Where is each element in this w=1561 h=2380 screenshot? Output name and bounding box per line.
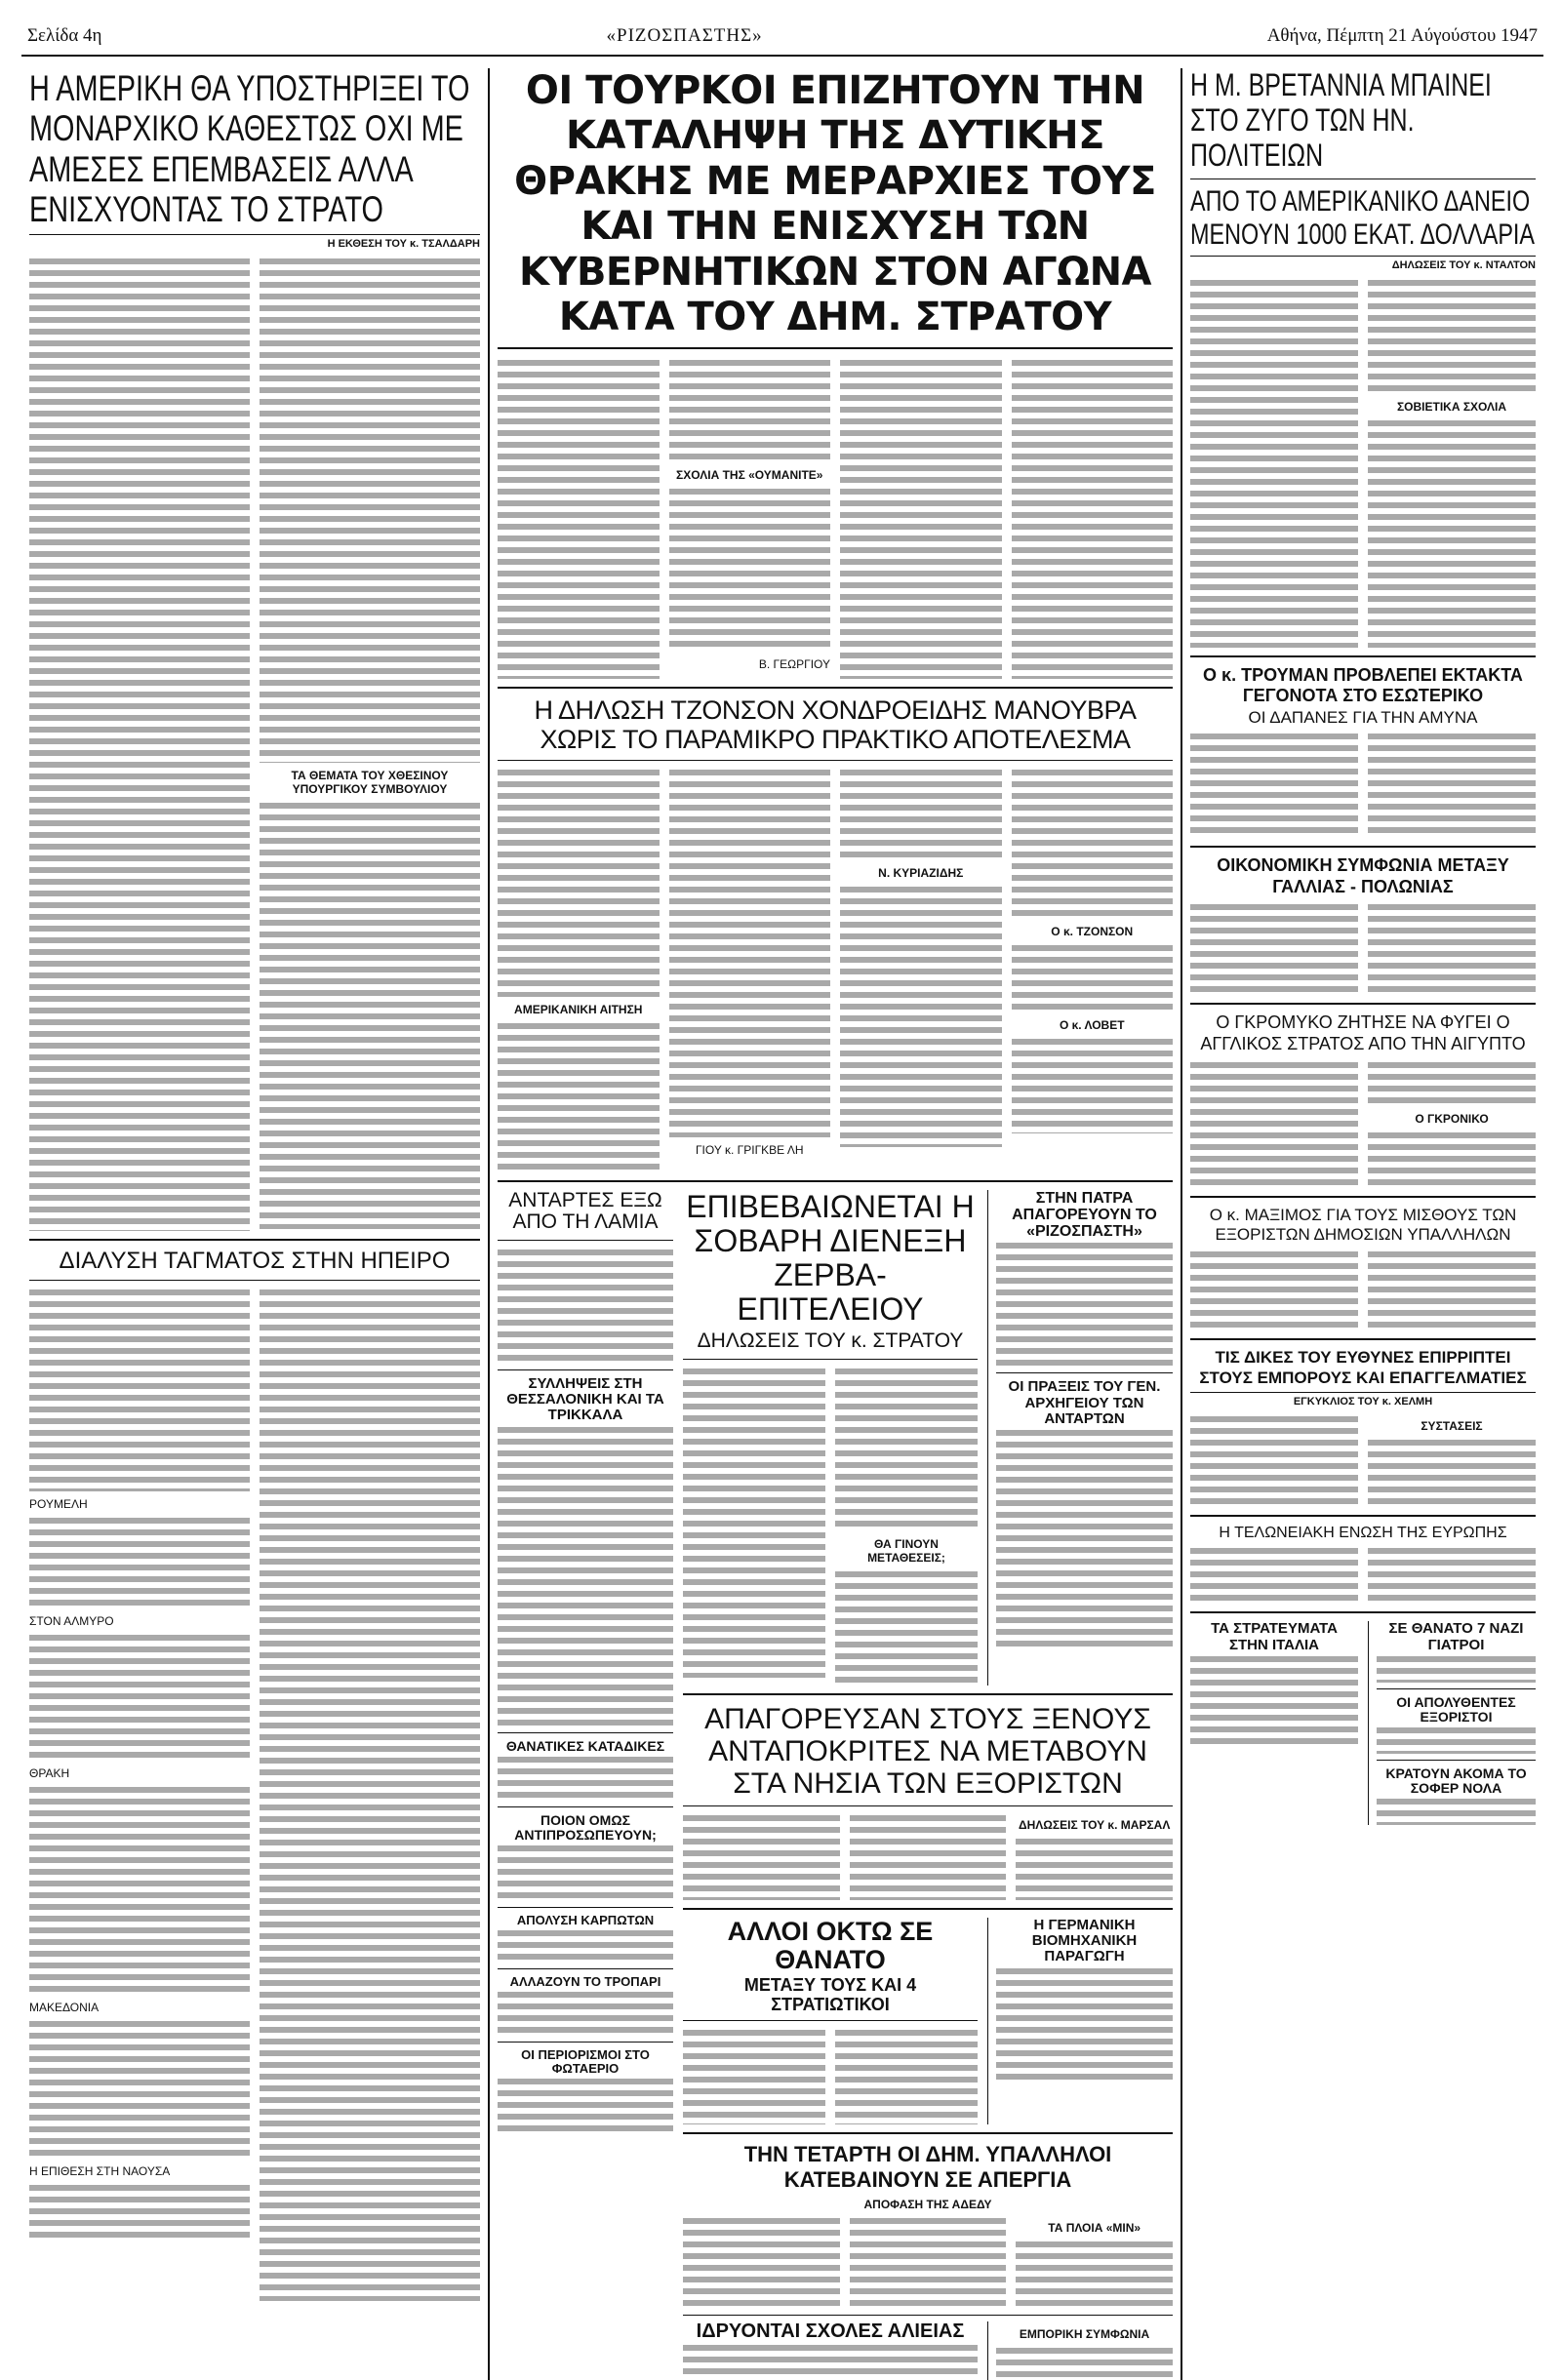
body-text [996, 2345, 1173, 2380]
article-jones-title: Η ΔΗΛΩΣΗ ΤΖΟΝΣΟΝ ΧΟΝΔΡΟΕΙΔΗΣ ΜΑΝΟΥΒΡΑ ΧΩΡΙΣ ΤΟ ΠΑΡΑΜΙΚΡΟ ΠΡΑΚΤΙΚΟ ΑΠΟΤΕΛΕΣΜΑ [534, 695, 1137, 754]
article-who-title: ΠΟΙΟΝ ΟΜΩΣ ΑΝΤΙΠΡΟΣΩΠΕΥΟΥΝ; [514, 1811, 657, 1843]
section-makedonia: ΜΑΚΕΔΟΝΙΑ [29, 2000, 100, 2014]
body-text [1012, 1036, 1174, 1133]
body-text [29, 2182, 250, 2241]
article-jones-subhead-lovett: Ο κ. ΛΟΒΕΤ [1059, 1017, 1125, 1032]
body-text [29, 1784, 250, 1995]
divider [498, 1907, 673, 1908]
article-zervas-subtitle: ΔΗΛΩΣΕΙΣ ΤΟΥ κ. ΣΤΡΑΤΟΥ [697, 1329, 964, 1353]
article-maximos-title: Ο κ. ΜΑΞΙΜΟΣ ΓΙΑ ΤΟΥΣ ΜΙΣΘΟΥΣ ΤΩΝ ΕΞΟΡΙΣΤΩΝ ΔΗΜΟΣΙΩΝ ΥΠΑΛΛΗΛΩΝ [1209, 1205, 1517, 1244]
divider [1190, 1196, 1536, 1198]
body-text [1368, 1249, 1536, 1330]
article-strike-body [683, 2215, 1173, 2309]
body-text [669, 357, 831, 462]
center-lower-main [683, 1190, 1173, 2380]
divider [1190, 1611, 1536, 1613]
page-label: Σελίδα 4η [27, 25, 102, 46]
body-text [1377, 1796, 1536, 1825]
divider [1190, 846, 1536, 848]
lead-article-title: ΟΙ ΤΟΥΡΚΟΙ ΕΠΙΖΗΤΟΥΝ ΤΗΝ ΚΑΤΑΛΗΨΗ ΤΗΣ ΔΥΤΙΚΗΣ ΘΡΑΚΗΣ ΜΕ ΜΕΡΑΡΧΙΕΣ ΤΟΥΣ ΚΑΙ ΤΗΝ ΕΝΙΣΧΥΣΗ ΤΩΝ ΚΥΒΕΡΝΗΤΙΚΩΝ ΣΤΟΝ ΑΓΩΝΑ ΚΑΤΑ ΤΟΥ ΔΗΜ. ΣΤΡΑΤΟΥ [514, 68, 1156, 339]
divider [29, 1239, 480, 1241]
lead-article-signature: Β. ΓΕΩΡΓΙΟΥ [758, 657, 830, 672]
body-text [1190, 731, 1358, 838]
article-nazi-doctors-title: ΣΕ ΘΑΝΑΤΟ 7 ΝΑΖΙ ΓΙΑΤΡΟΙ [1388, 1620, 1524, 1653]
text-column [840, 767, 1002, 1172]
text-column [498, 767, 660, 1172]
article-arrests-title: ΣΥΛΛΗΨΕΙΣ ΣΤΗ ΘΕΣΣΑΛΟΝΙΚΗ ΚΑΙ ΤΑ ΤΡΙΚΚΑΛΑ [506, 1375, 664, 1424]
divider [1190, 1003, 1536, 1005]
divider [1377, 1688, 1536, 1689]
section-rumeli: ΡΟΥΜΕΛΗ [29, 1496, 88, 1511]
text-column [1368, 1621, 1536, 1825]
divider [1190, 1515, 1536, 1517]
body-text [29, 1515, 250, 1608]
body-text [1368, 901, 1536, 995]
lead-article-subhead: ΣΧΟΛΙΑ ΤΗΣ «ΟΥΜΑΝΙΤΕ» [676, 468, 823, 483]
right-bottom-grid [1190, 1621, 1536, 1825]
body-text [1190, 1653, 1358, 1747]
text-column [260, 256, 480, 1231]
side-column [987, 1190, 1173, 1686]
left-column [21, 68, 488, 2380]
body-text [260, 256, 480, 763]
body-text [1190, 1059, 1358, 1186]
text-column [1190, 1621, 1358, 1825]
divider [498, 1240, 673, 1241]
body-text [1190, 1413, 1358, 1507]
text-column [29, 256, 250, 1231]
body-text [835, 2027, 978, 2124]
article-america-body [29, 256, 480, 1231]
body-text [1016, 1836, 1173, 1900]
article-customs-body [1190, 1545, 1536, 1604]
article-britain-subhead: ΣΟΒΙΕΤΙΚΑ ΣΧΟΛΙΑ [1396, 399, 1507, 414]
article-gas-title: ΟΙ ΠΕΡΙΟΡΙΣΜΟΙ ΣΤΟ ΦΩΤΑΕΡΙΟ [521, 2046, 650, 2076]
divider [1190, 655, 1536, 657]
article-truman-body [1190, 731, 1536, 838]
divider [683, 2132, 1173, 2134]
body-text [1012, 942, 1174, 1012]
body-text [29, 256, 250, 1231]
article-truman-subtitle: ΟΙ ΔΑΠΑΝΕΣ ΓΙΑ ΤΗΝ ΑΜΥΝΑ [1248, 707, 1478, 727]
article-truman-title: Ο κ. ΤΡΟΥΜΑΝ ΠΡΟΒΛΕΠΕΙ ΕΚΤΑΚΤΑ ΓΕΓΟΝΟΤΑ ΣΤΟ ΕΣΩΤΕΡΙΚΟ [1203, 664, 1523, 706]
article-epirus-body [29, 1287, 480, 2301]
article-italy-troops-title: ΤΑ ΣΤΡΑΤΕΥΜΑΤΑ ΣΤΗΝ ΙΤΑΛΙΑ [1211, 1620, 1338, 1653]
schools-row [683, 2321, 1173, 2380]
body-text [260, 800, 480, 1229]
text-column [1368, 277, 1536, 648]
center-column [488, 68, 1181, 2380]
text-column [498, 1190, 673, 2380]
article-epirus-title: ΔΙΑΛΥΣΗ ΤΑΓΜΑΤΟΣ ΣΤΗΝ ΗΠΕΙΡΟ [59, 1247, 451, 1274]
text-column [669, 357, 831, 679]
divider [683, 1359, 978, 1360]
divider [996, 1372, 1173, 1373]
divider [498, 347, 1173, 349]
body-text [850, 2215, 1007, 2309]
article-strike-title: ΤΗΝ ΤΕΤΑΡΤΗ ΟΙ ΔΗΜ. ΥΠΑΛΛΗΛΟΙ ΚΑΤΕΒΑΙΝΟΥΝ ΣΕ ΑΠΕΡΓΙΑ [743, 2142, 1112, 2192]
article-schools-title: ΙΔΡΥΟΝΤΑΙ ΣΧΟΛΕΣ ΑΛΙΕΙΑΣ [696, 2320, 965, 2342]
article-min-ships-title: ΤΑ ΠΛΟΙΑ «ΜΙΝ» [1048, 2220, 1141, 2235]
body-text [1368, 1130, 1536, 1188]
divider [498, 2042, 673, 2043]
article-praxeis-title: ΟΙ ΠΡΑΞΕΙΣ ΤΟΥ ΓΕΝ. ΑΡΧΗΓΕΙΟΥ ΤΩΝ ΑΝΤΑΡΤΩΝ [1008, 1378, 1161, 1427]
divider [498, 1369, 673, 1370]
article-helmis-subhead: ΣΥΣΤΑΣΕΙΣ [1421, 1419, 1483, 1434]
article-gromyko-body [1190, 1059, 1536, 1188]
section-almyros: ΣΤΟΝ ΑΛΜΥΡΟ [29, 1613, 114, 1628]
page-columns [21, 67, 1543, 2342]
divider [683, 1805, 1173, 1806]
article-tropar-title: ΑΛΛΑΖΟΥΝ ΤΟ ΤΡΟΠΑΡΙ [509, 1973, 661, 1989]
body-text [1368, 277, 1536, 394]
article-america-subhead: ΤΑ ΘΕΜΑΤΑ ΤΟΥ ΧΘΕΣΙΝΟΥ ΥΠΟΥΡΓΙΚΟΥ ΣΥΜΒΟΥΛΙΟΥ [291, 768, 449, 796]
article-britain-title: Η Μ. ΒΡΕΤΑΝΝΙΑ ΜΠΑΙΝΕΙ ΣΤΟ ΖΥΓΟ ΤΩΝ ΗΝ. ΠΟΛΙΤΕΙΩΝ [1190, 67, 1492, 173]
body-text [683, 2342, 978, 2377]
article-helmis-body [1190, 1413, 1536, 1507]
article-zervas-body [683, 1366, 978, 1686]
text-column [1016, 1812, 1173, 1900]
article-jones-signature: ΓΙΟΥ κ. ΓΡΙΓΚΒΕ ΛΗ [695, 1142, 804, 1157]
body-text [498, 1927, 673, 1963]
body-text [498, 767, 660, 997]
article-lamia-title: ΑΝΤΑΡΤΕΣ ΕΞΩ ΑΠΟ ΤΗ ΛΑΜΙΑ [508, 1188, 662, 1234]
divider [498, 687, 1173, 689]
divider [1190, 178, 1536, 179]
body-text [498, 1020, 660, 1172]
divider [498, 760, 1173, 761]
article-maximos-body [1190, 1249, 1536, 1330]
article-france-poland-body [1190, 901, 1536, 995]
right-column [1181, 68, 1543, 2380]
article-foreign-title: ΑΠΑΓΟΡΕΥΣΑΝ ΣΤΟΥΣ ΞΕΝΟΥΣ ΑΝΤΑΠΟΚΡΙΤΕΣ ΝΑ ΜΕΤΑΒΟΥΝ ΣΤΑ ΝΗΣΙΑ ΤΩΝ ΕΞΟΡΙΣΤΩΝ [704, 1703, 1151, 1801]
masthead [21, 25, 1543, 57]
body-text [683, 2215, 840, 2309]
article-britain-body [1190, 277, 1536, 648]
article-america-monarchy-title: Η ΑΜΕΡΙΚΗ ΘΑ ΥΠΟΣΤΗΡΙΞΕΙ ΤΟ ΜΟΝΑΡΧΙΚΟ ΚΑΘΕΣΤΩΣ ΟΧΙ ΜΕ ΑΜΕΣΕΣ ΕΠΕΜΒΑΣΕΙΣ ΑΛΛΑ ΕΝΙΣΧΥΟΝΤΑΣ ΤΟ ΣΤΡΑΤΟ [29, 68, 470, 230]
article-zervas [683, 1190, 978, 1686]
body-text [1190, 277, 1358, 648]
body-text [850, 1812, 1007, 1900]
article-nola-title: ΚΡΑΤΟΥΝ ΑΚΟΜΑ ΤΟ ΣΟΦΕΡ ΝΟΛΑ [1385, 1765, 1527, 1797]
body-text [1368, 1059, 1536, 1106]
article-zervas-kicker: ΘΑ ΓΙΝΟΥΝ ΜΕΤΑΘΕΣΕΙΣ; [867, 1537, 945, 1566]
side-column [987, 2321, 1173, 2380]
article-death-sentences-title: ΘΑΝΑΤΙΚΕΣ ΚΑΤΑΔΙΚΕΣ [505, 1737, 665, 1754]
text-column [835, 1366, 978, 1686]
body-text [29, 2018, 250, 2159]
body-text [1012, 357, 1174, 679]
article-helmis-byline: ΕΓΚΥΚΛΙΟΣ ΤΟΥ κ. ΧΕΛΜΗ [1190, 1392, 1536, 1408]
body-text [840, 357, 1002, 679]
article-schools [683, 2321, 978, 2380]
article-jones-body [498, 767, 1173, 1172]
text-column [29, 1287, 250, 2301]
body-text [498, 357, 660, 679]
divider [683, 2315, 1173, 2316]
text-column [1016, 2215, 1173, 2309]
side-column [987, 1918, 1173, 2124]
body-text [835, 1366, 978, 1531]
article-britain-byline: ΔΗΛΩΣΕΙΣ ΤΟΥ κ. ΝΤΑΛΤΟΝ [1190, 256, 1536, 271]
body-text [683, 2027, 825, 2124]
article-marshall-title: ΔΗΛΩΣΕΙΣ ΤΟΥ κ. ΜΑΡΣΑΛ [1018, 1818, 1171, 1833]
article-gromyko-title: Ο ΓΚΡΟΜΥΚΟ ΖΗΤΗΣΕ ΝΑ ΦΥΓΕΙ Ο ΑΓΓΛΙΚΟΣ ΣΤΡΑΤΟΣ ΑΠΟ ΤΗΝ ΑΙΓΥΠΤΟ [1200, 1012, 1526, 1053]
body-text [683, 1366, 825, 1678]
text-column [260, 1287, 480, 2301]
body-text [996, 1427, 1173, 1651]
body-text [840, 767, 1002, 860]
divider [498, 1180, 1173, 1182]
article-helmis-title: ΤΙΣ ΔΙΚΕΣ ΤΟΥ ΕΥΘΥΝΕΣ ΕΠΙΡΡΙΠΤΕΙ ΣΤΟΥΣ ΕΜΠΟΡΟΥΣ ΚΑΙ ΕΠΑΓΓΕΛΜΑΤΙΕΣ [1199, 1348, 1527, 1387]
body-text [683, 1812, 840, 1900]
article-harvest-title: ΑΠΟΛΥΣΗ ΚΑΡΠΩΤΩΝ [516, 1912, 655, 1927]
article-foreign-body [683, 1812, 1173, 1900]
body-text [498, 1989, 673, 2036]
body-text [1377, 1725, 1536, 1754]
eight-row [683, 1918, 1173, 2124]
zervas-row [683, 1190, 1173, 1686]
body-text [1368, 1545, 1536, 1604]
body-text [1368, 417, 1536, 648]
divider [498, 1732, 673, 1733]
article-patra-title: ΣΤΗΝ ΠΑΤΡΑ ΑΠΑΓΟΡΕΥΟΥΝ ΤΟ «ΡΙΖΟΣΠΑΣΤΗ» [1012, 1189, 1157, 1241]
section-naousa: Η ΕΠΙΘΕΣΗ ΣΤΗ ΝΑΟΥΣΑ [29, 2163, 171, 2178]
body-text [996, 1965, 1173, 2082]
divider [683, 2020, 978, 2021]
body-text [498, 1247, 673, 1364]
article-britain-title-2: ΑΠΟ ΤΟ ΑΜΕΡΙΚΑΝΙΚΟ ΔΑΝΕΙΟ ΜΕΝΟΥΝ 1000 ΕΚΑΤ. ΔΟΛΛΑΡΙΑ [1190, 185, 1536, 252]
article-america-byline: Η ΕΚΘΕΣΗ ΤΟΥ κ. ΤΣΑΛΔΑΡΗ [29, 234, 480, 250]
article-gromyko-subhead: Ο ΓΚΡΟΝΙΚΟ [1415, 1111, 1489, 1126]
article-eight-title: ΑΛΛΟΙ ΟΚΤΩ ΣΕ ΘΑΝΑΤΟ [727, 1917, 934, 1975]
article-jones-subhead-johnson: Ο κ. ΤΖΟΝΣΟΝ [1051, 924, 1134, 938]
body-text [1368, 1437, 1536, 1507]
divider [29, 1280, 480, 1281]
divider [498, 1968, 673, 1969]
article-eight [683, 1918, 978, 2124]
section-thraki: ΘΡΑΚΗ [29, 1765, 70, 1780]
body-text [1190, 1545, 1358, 1604]
body-text [840, 884, 1002, 1147]
divider [498, 1806, 673, 1807]
body-text [498, 1754, 673, 1801]
text-column [1368, 1413, 1536, 1507]
article-strike-subtitle: ΑΠΟΦΑΣΗ ΤΗΣ ΑΔΕΔΥ [863, 2197, 992, 2211]
body-text [260, 1287, 480, 2301]
body-text [498, 1424, 673, 1726]
divider [683, 1693, 1173, 1695]
article-zervas-title: ΕΠΙΒΕΒΑΙΩΝΕΤΑΙ Η ΣΟΒΑΡΗ ΔΙΕΝΕΞΗ ΖΕΡΒΑ-ΕΠΙΤΕΛΕΙΟΥ [686, 1188, 975, 1328]
article-eight-body [683, 2027, 978, 2124]
body-text [29, 1287, 250, 1491]
body-text [669, 486, 831, 652]
article-france-poland-title: ΟΙΚΟΝΟΜΙΚΗ ΣΥΜΦΩΝΙΑ ΜΕΤΑΞΥ ΓΑΛΛΙΑΣ - ΠΟΛΩΝΙΑΣ [1217, 855, 1509, 896]
center-lower-grid [498, 1190, 1173, 2380]
article-released-exiles-title: ΟΙ ΑΠΟΛΥΘΕΝΤΕΣ ΕΞΟΡΙΣΤΟΙ [1396, 1693, 1516, 1725]
article-german-title: Η ΓΕΡΜΑΝΙΚΗ ΒΙΟΜΗΧΑΝΙΚΗ ΠΑΡΑΓΩΓΗ [1031, 1917, 1138, 1965]
article-customs-title: Η ΤΕΛΩΝΕΙΑΚΗ ΕΝΩΣΗ ΤΗΣ ΕΥΡΩΠΗΣ [1219, 1525, 1507, 1542]
body-text [1377, 1653, 1536, 1683]
body-text [835, 1568, 978, 1686]
body-text [1012, 767, 1174, 919]
date-line: Αθήνα, Πέμπτη 21 Αύγούστου 1947 [1266, 25, 1538, 46]
body-text [669, 767, 831, 1137]
divider [1190, 1338, 1536, 1340]
body-text [498, 2076, 673, 2134]
article-jones-subhead-kyriazidis: Ν. ΚΥΡΙΑΖΙΔΗΣ [878, 865, 964, 880]
text-column [1012, 767, 1174, 1172]
body-text [1190, 1249, 1358, 1330]
newspaper-page [21, 25, 1543, 2342]
text-column [1368, 1059, 1536, 1188]
body-text [996, 1240, 1173, 1367]
article-jones-subhead-american: ΑΜΕΡΙΚΑΝΙΚΗ ΑΙΤΗΣΗ [514, 1002, 643, 1016]
body-text [1190, 901, 1358, 995]
body-text [1016, 2239, 1173, 2309]
lead-article-body [498, 357, 1173, 679]
body-text [498, 1843, 673, 1901]
paper-name: «ΡΙΖΟΣΠΑΣΤΗΣ» [606, 25, 763, 46]
divider [1377, 1760, 1536, 1761]
body-text [29, 1632, 250, 1761]
body-text [1368, 731, 1536, 838]
article-eight-subtitle: ΜΕΤΑΞΥ ΤΟΥΣ ΚΑΙ 4 ΣΤΡΑΤΙΩΤΙΚΟΙ [743, 1975, 917, 2014]
divider [683, 1908, 1173, 1910]
article-trade-title: ΕΜΠΟΡΙΚΗ ΣΥΜΦΩΝΙΑ [1019, 2326, 1150, 2341]
text-column [669, 767, 831, 1172]
